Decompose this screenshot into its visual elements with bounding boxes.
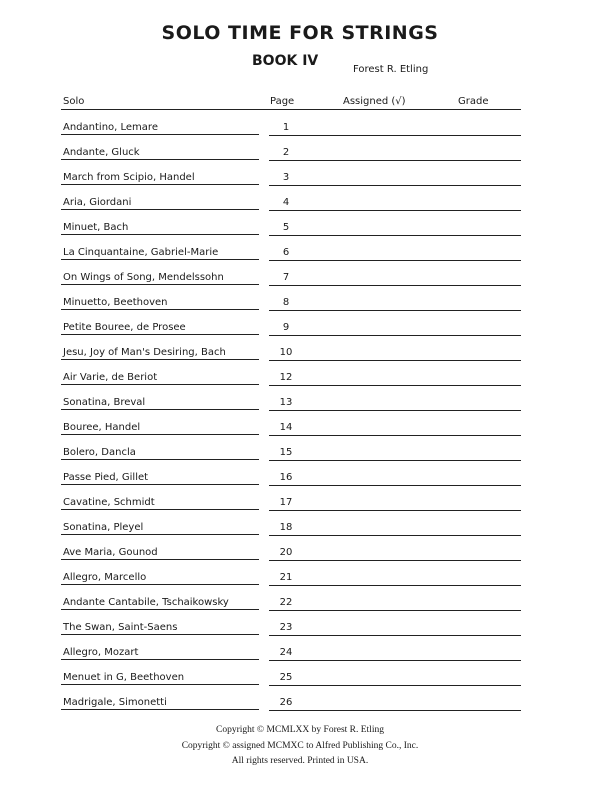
- column-header-page: Page: [270, 96, 295, 107]
- table-row: [61, 310, 521, 335]
- page-number: 15: [279, 447, 293, 458]
- page-number: 1: [282, 122, 290, 133]
- page-number: 8: [282, 297, 290, 308]
- table-header: [61, 93, 521, 110]
- table-row: [61, 535, 521, 560]
- page-number: 16: [279, 472, 293, 483]
- page-title: SOLO TIME FOR STRINGS: [161, 22, 439, 44]
- table-row: [61, 660, 521, 685]
- page-number: 17: [279, 497, 293, 508]
- page-number: 24: [279, 647, 293, 658]
- solo-title: Allegro, Mozart: [63, 647, 139, 658]
- solo-title: Andantino, Lemare: [63, 122, 158, 133]
- page-number: 13: [279, 397, 293, 408]
- solo-title: Andante, Gluck: [63, 147, 140, 158]
- page-number: 3: [282, 172, 290, 183]
- solo-table: [61, 93, 521, 710]
- page-number: 12: [279, 372, 293, 383]
- page-number: 7: [282, 272, 290, 283]
- table-row: [61, 385, 521, 410]
- entry-rule-line: [269, 710, 521, 711]
- table-row: [61, 410, 521, 435]
- table-row: [61, 135, 521, 160]
- table-row: [61, 285, 521, 310]
- page-number: 22: [279, 597, 293, 608]
- table-row: [61, 585, 521, 610]
- solo-title: Petite Bouree, de Prosee: [63, 322, 186, 333]
- table-row: [61, 485, 521, 510]
- table-row: [61, 210, 521, 235]
- table-row: [61, 335, 521, 360]
- solo-title: Madrigale, Simonetti: [63, 697, 167, 708]
- solo-title: On Wings of Song, Mendelssohn: [63, 272, 224, 283]
- copyright-line-1: Copyright © MCMLXX by Forest R. Etling: [216, 725, 384, 735]
- table-row: [61, 510, 521, 535]
- solo-title: Aria, Giordani: [63, 197, 132, 208]
- table-row: [61, 560, 521, 585]
- copyright-notice: [0, 723, 600, 770]
- solo-title: Menuet in G, Beethoven: [63, 672, 185, 683]
- solo-title: Andante Cantabile, Tschaikowsky: [63, 597, 229, 608]
- page-number: 4: [282, 197, 290, 208]
- table-row: [61, 435, 521, 460]
- solo-title: Minuet, Bach: [63, 222, 129, 233]
- page-number: 21: [279, 572, 293, 583]
- page-number: 2: [282, 147, 290, 158]
- column-header-solo: Solo: [63, 96, 85, 107]
- page-number: 5: [282, 222, 290, 233]
- solo-title: Air Varie, de Beriot: [63, 372, 158, 383]
- solo-title: La Cinquantaine, Gabriel-Marie: [63, 247, 219, 258]
- solo-title: Minuetto, Beethoven: [63, 297, 168, 308]
- column-header-grade: Grade: [458, 96, 489, 107]
- table-row: [61, 360, 521, 385]
- solo-title: Passe Pied, Gillet: [63, 472, 149, 483]
- book-number: BOOK IV: [252, 53, 319, 69]
- table-row: [61, 160, 521, 185]
- table-row: [61, 460, 521, 485]
- solo-title: Jesu, Joy of Man's Desiring, Bach: [63, 347, 226, 358]
- page-number: 20: [279, 547, 293, 558]
- copyright-line-3: All rights reserved. Printed in USA.: [231, 756, 369, 766]
- page-number: 9: [282, 322, 290, 333]
- solo-title: Cavatine, Schmidt: [63, 497, 155, 508]
- author-name: Forest R. Etling: [353, 64, 429, 75]
- solo-title: Bolero, Dancla: [63, 447, 136, 458]
- solo-title: Bouree, Handel: [63, 422, 141, 433]
- table-row: [61, 185, 521, 210]
- table-row: [61, 110, 521, 135]
- solo-rule-line: [61, 709, 259, 710]
- solo-title: March from Scipio, Handel: [63, 172, 195, 183]
- page-number: 23: [279, 622, 293, 633]
- page-number: 26: [279, 697, 293, 708]
- solo-title: Sonatina, Pleyel: [63, 522, 144, 533]
- column-header-assigned: Assigned (√): [343, 96, 406, 107]
- page-number: 18: [279, 522, 293, 533]
- page-number: 6: [282, 247, 290, 258]
- table-body: [61, 110, 521, 710]
- solo-title: The Swan, Saint-Saens: [63, 622, 178, 633]
- solo-title: Allegro, Marcello: [63, 572, 147, 583]
- copyright-line-2: Copyright © assigned MCMXC to Alfred Publishing Co., Inc.: [181, 740, 419, 751]
- table-row: [61, 260, 521, 285]
- solo-title: Ave Maria, Gounod: [63, 547, 158, 558]
- solo-title: Sonatina, Breval: [63, 397, 146, 408]
- table-row: [61, 635, 521, 660]
- page-number: 25: [279, 672, 293, 683]
- table-row: [61, 235, 521, 260]
- page-number: 14: [279, 422, 293, 433]
- table-row: [61, 610, 521, 635]
- page-number: 10: [279, 347, 293, 358]
- table-row: [61, 685, 521, 710]
